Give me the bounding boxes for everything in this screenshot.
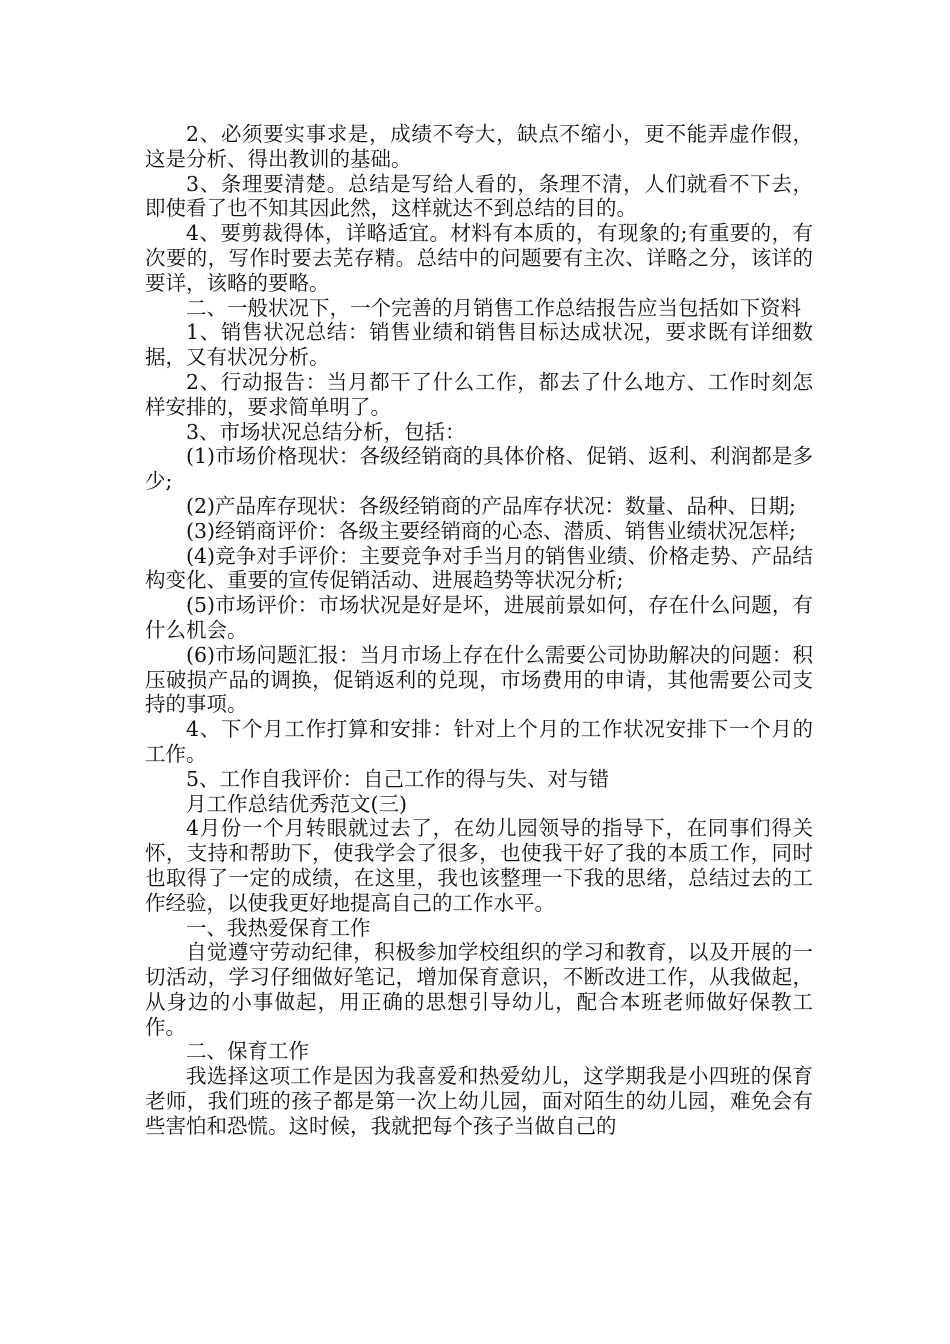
paragraph: 4、下个月工作打算和安排：针对上个月的工作状况安排下一个月的工作。 (145, 717, 813, 766)
paragraph: 3、条理要清楚。总结是写给人看的，条理不清，人们就看不下去，即使看了也不知其因此然，这样就达不到总结的目的。 (145, 171, 813, 221)
document-body (145, 122, 813, 1139)
article-title: 月工作总结优秀范文(三) (186, 791, 407, 816)
paragraph: 1、销售状况总结：销售业绩和销售目标达成状况，要求既有详细数据，又有状况分析。 (145, 320, 813, 370)
paragraph: 2、行动报告：当月都干了什么工作，都去了什么地方、工作时刻怎样安排的，要求简单明了。 (145, 369, 813, 419)
paragraph: (3)经销商评价：各级主要经销商的心态、潜质、销售业绩状况怎样; (186, 518, 796, 543)
paragraph: 3、市场状况总结分析，包括： (186, 419, 466, 444)
section-heading: 二、一般状况下，一个完善的月销售工作总结报告应当包括如下资料 (186, 295, 801, 320)
paragraph: 4、要剪裁得体，详略适宜。材料有本质的，有现象的;有重要的，有次要的，写作时要去芜存精。总结中的问题要有主次、详略之分，该详的要详，该略的要略。 (145, 221, 813, 295)
paragraph: 4月份一个月转眼就过去了，在幼儿园领导的指导下，在同事们得关怀，支持和帮助下，使我学会了很多，也使我干好了我的本质工作，同时也取得了一定的成绩，在这里，我也该整理一下我的思绪，总结过去的工作经验，以使我更好地提高自己的工作水平。 (145, 816, 813, 915)
paragraph: 自觉遵守劳动纪律，积极参加学校组织的学习和教育，以及开展的一切活动，学习仔细做好笔记，增加保育意识，不断改进工作，从我做起，从身边的小事做起，用正确的思想引导幼儿，配合本班老师做好保教工作。 (145, 940, 813, 1039)
paragraph: (5)市场评价：市场状况是好是坏，进展前景如何，存在什么问题，有什么机会。 (145, 593, 813, 642)
paragraph: (6)市场问题汇报：当月市场上存在什么需要公司协助解决的问题：积压破损产品的调换，促销返利的兑现，市场费用的申请，其他需要公司支持的事项。 (145, 642, 813, 717)
section-heading: 一、我热爱保育工作 (186, 915, 371, 940)
paragraph: 2、必须要实事求是，成绩不夸大，缺点不缩小，更不能弄虚作假，这是分析、得出教训的基础。 (145, 122, 813, 171)
paragraph: 5、工作自我评价：自己工作的得与失、对与错 (186, 766, 610, 791)
paragraph: (4)竞争对手评价：主要竞争对手当月的销售业绩、价格走势、产品结构变化、重要的宣传促销活动、进展趋势等状况分析; (145, 543, 813, 593)
paragraph: 我选择这项工作是因为我喜爱和热爱幼儿，这学期我是小四班的保育老师，我们班的孩子都是第一次上幼儿园，面对陌生的幼儿园，难免会有些害怕和恐慌。这时候，我就把每个孩子当做自己的 (145, 1064, 813, 1138)
paragraph: (1)市场价格现状：各级经销商的具体价格、促销、返利、利润都是多少; (145, 444, 813, 494)
section-heading: 二、保育工作 (186, 1039, 309, 1064)
paragraph: (2)产品库存现状：各级经销商的产品库存状况：数量、品种、日期; (186, 493, 796, 518)
